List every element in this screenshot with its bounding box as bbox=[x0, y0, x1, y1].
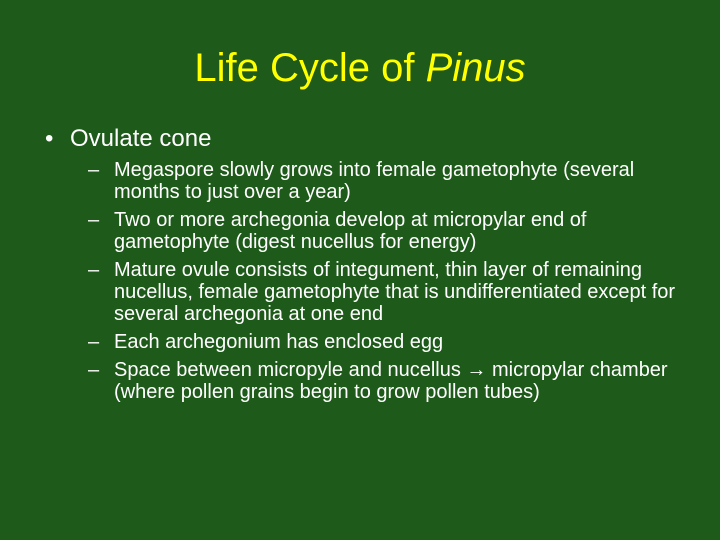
sub-bullet-text: Two or more archegonia develop at micropylar end of gametophyte (digest nucellus for energy) bbox=[114, 209, 587, 253]
sub-bullet bbox=[40, 359, 690, 403]
slide-title bbox=[0, 42, 720, 94]
sub-bullet bbox=[40, 259, 690, 325]
sub-bullet bbox=[40, 331, 690, 353]
bullet-mark: • bbox=[45, 125, 54, 152]
dash-mark: – bbox=[88, 359, 100, 381]
title-italic-text: Pinus bbox=[425, 46, 526, 90]
dash-mark: – bbox=[88, 259, 100, 281]
sub-bullet-text: Megaspore slowly grows into female gametophyte (several months to just over a year) bbox=[114, 159, 635, 203]
dash-mark: – bbox=[88, 209, 100, 231]
sub-bullet bbox=[40, 159, 690, 203]
main-bullet-text: Ovulate cone bbox=[70, 125, 212, 152]
sub-bullet-text: Mature ovule consists of integument, thin layer of remaining nucellus, female gametophyte that is undifferentiated except for several archegonia at one end bbox=[114, 259, 676, 325]
title-text: Life Cycle of bbox=[194, 46, 426, 90]
main-bullet bbox=[40, 124, 690, 154]
sub-bullet-text: Space between micropyle and nucellus → micropylar chamber (where pollen grains begin to grow pollen tubes) bbox=[114, 359, 668, 403]
dash-mark: – bbox=[88, 331, 100, 353]
dash-mark: – bbox=[88, 159, 100, 181]
sub-bullet-list bbox=[40, 159, 690, 403]
slide-body bbox=[40, 124, 690, 409]
sub-bullet bbox=[40, 209, 690, 253]
sub-bullet-text: Each archegonium has enclosed egg bbox=[114, 331, 444, 353]
